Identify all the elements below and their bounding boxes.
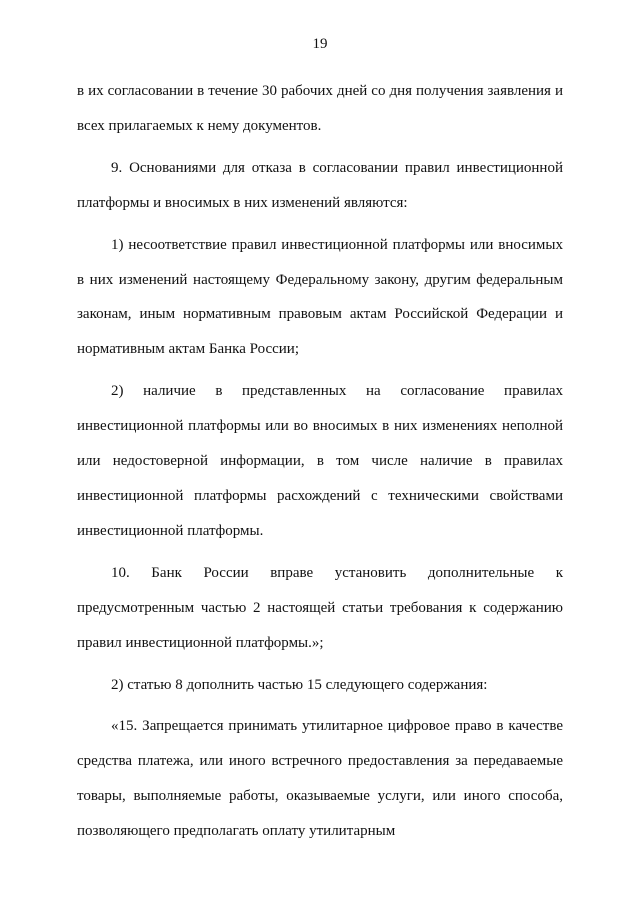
paragraph-subitem-1: 1) несоответствие правил инвестиционной платформы или вносимых в них изменений настоящему Федеральному закону, другим федеральным законам, иным нормативным правовым актам Российской Федерации и нормативным актам Банка России; [77, 236, 563, 358]
paragraph-item-10: 10. Банк России вправе установить дополнительные к предусмотренным частью 2 настоящей статьи требования к содержанию правил инвестиционной платформы.»; [77, 564, 563, 651]
page-number: 19 [312, 36, 328, 52]
paragraph-item-15: «15. Запрещается принимать утилитарное цифровое право в качестве средства платежа, или иного встречного предоставления за передаваемые товары, выполняемые работы, оказываемые услуги, или иного способа, позволяющего предполагать оплату утилитарным [77, 718, 563, 840]
paragraph-continuation: в их согласовании в течение 30 рабочих дней со дня получения заявления и всех прилагаемых к нему документов. [77, 83, 563, 134]
document-body [77, 74, 563, 849]
paragraph-subitem-2: 2) наличие в представленных на согласование правилах инвестиционной платформы или во вносимых в них изменениях неполной или недостоверной информации, в том числе наличие в правилах инвестиционной платформы расхождений с техническими свойствами инвестиционной платформы. [77, 383, 563, 539]
paragraph-amendment-2: 2) статью 8 дополнить частью 15 следующего содержания: [111, 676, 488, 693]
paragraph-item-9: 9. Основаниями для отказа в согласовании правил инвестиционной платформы и вносимых в них изменений являются: [77, 159, 563, 211]
